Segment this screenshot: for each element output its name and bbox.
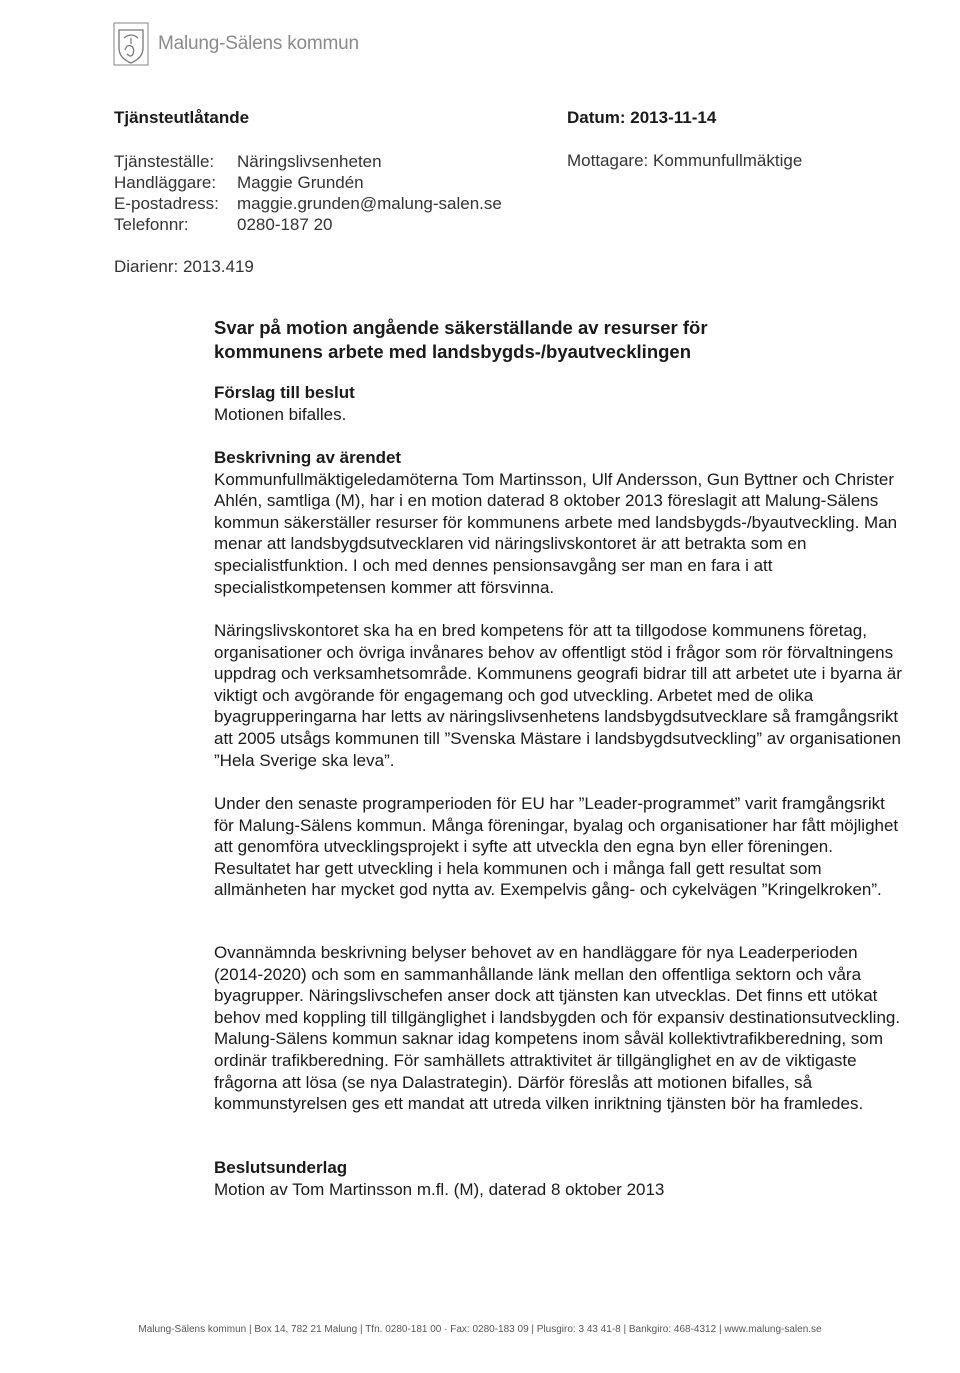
meta-label: Handläggare: [114, 173, 217, 192]
beskrivning-section [214, 447, 904, 598]
meta-value: Maggie Grundén [237, 173, 364, 192]
meta-label: Telefonnr: [114, 215, 189, 234]
meta-row [114, 214, 502, 235]
meta-row [114, 193, 502, 214]
diarienr: Diarienr: 2013.419 [114, 257, 254, 276]
meta-row [114, 172, 502, 193]
beslutsunderlag-heading: Beslutsunderlag [214, 1158, 348, 1177]
paragraph-block [214, 942, 904, 1115]
meta-value: Näringslivsenheten [237, 152, 382, 171]
forslag-section [214, 382, 904, 425]
meta-label: Tjänsteställe: [114, 152, 215, 171]
beslutsunderlag-text: Motion av Tom Martinsson m.fl. (M), daterad 8 oktober 2013 [214, 1179, 665, 1199]
meta-value: maggie.grunden@malung-salen.se [237, 194, 502, 213]
beslutsunderlag-section [214, 1157, 904, 1200]
forslag-heading: Förslag till beslut [214, 383, 355, 402]
paragraph-block [214, 620, 904, 771]
meta-row [114, 151, 502, 172]
paragraph: Ovannämnda beskrivning belyser behovet av en handläggare för nya Leaderperioden (2014-2020) och som en sammanhållande länk mellan den offentliga sektorn och våra byagrupper. Näringslivschefen anser dock att tjänsten kan utvecklas. Det finns ett utökat behov med koppling till tillgänglighet i landsbygden och för expansiv destinationsutveckling. Malung-Sälens kommun saknar idag kompetens inom såväl kollektivtrafikberedning, som ordinär trafikberedning. För samhällets attraktivitet är tillgänglighet en av de viktigaste frågorna att lösa (se nya Dalastrategin). Därför föreslås att motionen bifalles, så kommunstyrelsen ges ett mandat att utreda vilken inriktning tjänsten bör ha framledes. [214, 943, 901, 1114]
forslag-text: Motionen bifalles. [214, 404, 347, 424]
meta-value: 0280-187 20 [237, 215, 333, 234]
paragraph-block [214, 793, 904, 901]
document-type: Tjänsteutlåtande [114, 108, 250, 127]
paragraph: Under den senaste programperioden för EU har ”Leader-programmet” varit framgångsrikt för Malung-Sälens kommun. Många föreningar, byalag och organisationer har fått möjlighet att genomföra utvecklingsprojekt i syfte att utveckla den egna byn eller föreningen. Resultatet har gett utveckling i hela kommunen och i många fall gett resultat som allmänheten har mycket god nytta av. Exempelvis gång- och cykelvägen ”Kringelkroken”. [214, 794, 899, 900]
document-title [214, 316, 774, 364]
meta-block [114, 151, 502, 235]
beskrivning-heading: Beskrivning av ärendet [214, 448, 402, 467]
paragraph: Näringslivskontoret ska ha en bred kompetens för att ta tillgodose kommunens företag, organisationer och övriga invånares behov av offentligt stöd i frågor som rör förvaltningens uppdrag och verksamhetsområde. Kommunens geografi bidrar till att arbetet ute i byarna är viktigt och avgörande för engagemang och god utveckling. Arbetet med de olika byagrupperingarna har letts av näringslivsenhetens landsbygdsutvecklare så framgångsrikt att 2005 utsågs kommunen till ”Svenska Mästare i landsbygdsutveckling” av organisationen ”Hela Sverige ska leva”. [214, 621, 902, 770]
recipient: Mottagare: Kommunfullmäktige [567, 151, 803, 170]
title-line: Svar på motion angående säkerställande av resurser för [214, 317, 708, 338]
footer: Malung-Sälens kommun | Box 14, 782 21 Malung | Tfn. 0280-181 00 · Fax: 0280-183 09 | Plusgiro: 3 43 41-8 | Bankgiro: 468-4312 | www.malung-salen.se [138, 1324, 822, 1335]
municipal-crest-icon [113, 22, 149, 66]
document-date: Datum: 2013-11-14 [567, 108, 717, 127]
paragraph: Kommunfullmäktigeledamöterna Tom Martinsson, Ulf Andersson, Gun Byttner och Christer Ahlén, samtliga (M), har i en motion daterad 8 oktober 2013 föreslagit att Malung-Sälens kommun säkerställer resurser för kommunens arbete med landsbygds-/byautveckling. Man menar att landsbygdsutvecklaren vid näringslivskontoret är att betrakta som en specialistfunktion. I och med dennes pensionsavgång ser man en fara i att specialistkompetensen kommer att försvinna. [214, 469, 898, 597]
organization-name: Malung-Sälens kommun [158, 33, 359, 54]
meta-label: E-postadress: [114, 194, 219, 213]
title-line: kommunens arbete med landsbygds-/byautvecklingen [214, 341, 692, 362]
